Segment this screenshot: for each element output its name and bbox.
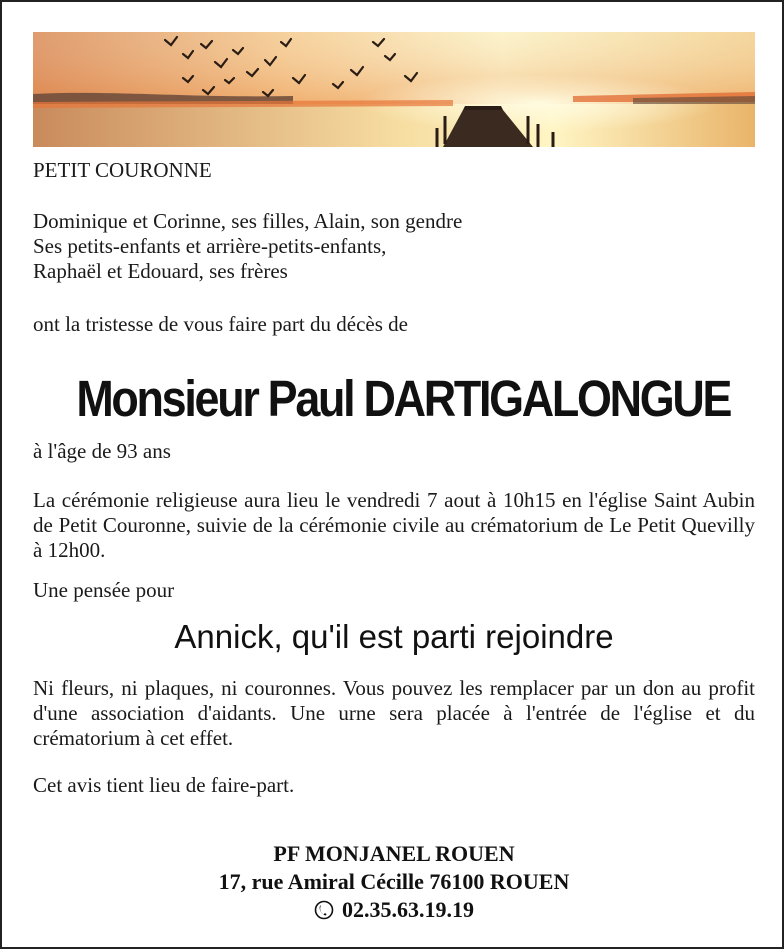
family-line: Dominique et Corinne, ses filles, Alain, son gendre (33, 209, 463, 233)
deceased-age: à l'âge de 93 ans (33, 439, 171, 463)
thought-name: Annick, qu'il est parti rejoindre (174, 618, 614, 655)
family-line: Raphaël et Edouard, ses frères (33, 259, 288, 283)
family-list (33, 209, 755, 284)
family-line: Ses petits-enfants et arrière-petits-enfants, (33, 234, 387, 258)
sunset-pier-birds-icon (33, 32, 755, 147)
deceased-name: Monsieur Paul DARTIGALONGUE (76, 370, 731, 427)
announcement-intro: ont la tristesse de vous faire part du décès de (33, 312, 408, 336)
funeral-home-name: PF MONJANEL ROUEN (273, 841, 515, 866)
town-name: PETIT COURONNE (33, 158, 212, 182)
flowers-notice: Ni fleurs, ni plaques, ni couronnes. Vous pouvez les remplacer par un don au profit d'une association d'aidants. Une urne sera placée à l'entrée de l'église et du crématorium à cet effet. (33, 676, 755, 750)
banner-image (33, 32, 755, 147)
funeral-home-phone-line (314, 896, 474, 924)
thought-intro: Une pensée pour (33, 578, 175, 602)
funeral-home-block (33, 840, 755, 927)
funeral-home-address: 17, rue Amiral Cécille 76100 ROUEN (218, 869, 570, 894)
faire-part-notice: Cet avis tient lieu de faire-part. (33, 773, 295, 797)
ceremony-details: La cérémonie religieuse aura lieu le vendredi 7 aout à 10h15 en l'église Saint Aubin de Petit Couronne, suivie de la cérémonie civile au crématorium de Le Petit Quevilly à 12h00. (33, 488, 755, 562)
phone-icon (314, 900, 334, 920)
funeral-home-phone[interactable]: 02.35.63.19.19 (342, 897, 474, 922)
